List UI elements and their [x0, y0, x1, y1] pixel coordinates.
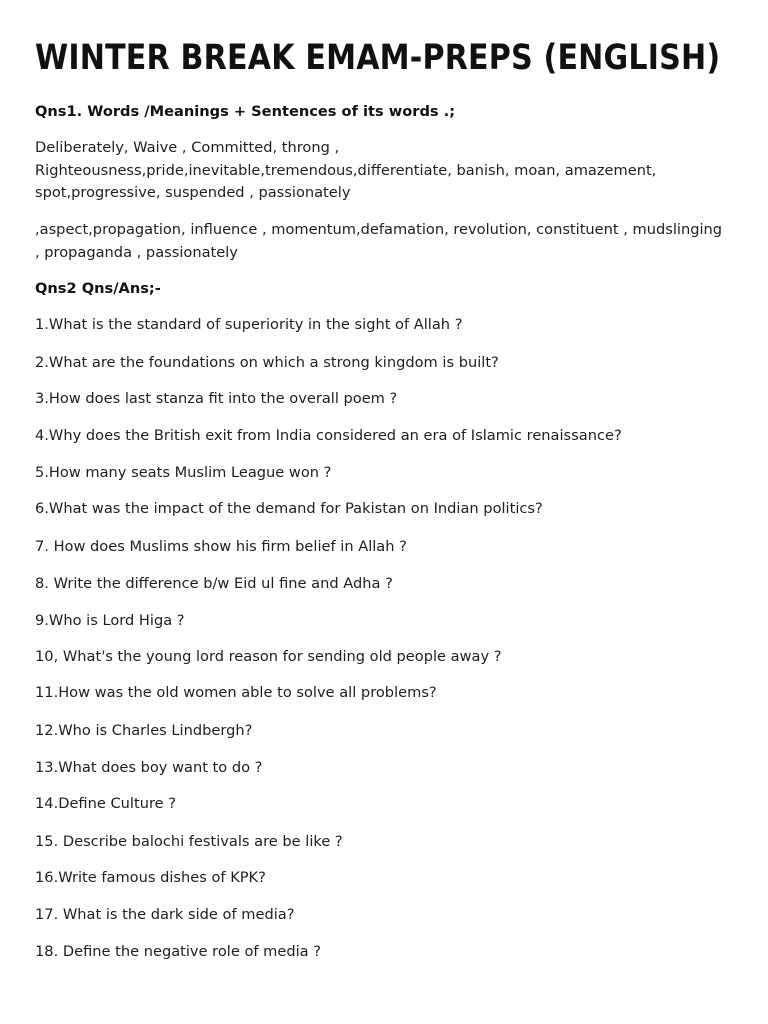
- question-item: 13.What does boy want to do ?: [35, 759, 263, 776]
- question-item: 4.Why does the British exit from India considered an era of Islamic renaissance?: [35, 427, 622, 444]
- question-item: 11.How was the old women able to solve all problems?: [35, 684, 437, 701]
- question-item: 10, What's the young lord reason for sending old people away ?: [35, 648, 502, 665]
- question-item: 5.How many seats Muslim League won ?: [35, 464, 332, 481]
- question-item: 1.What is the standard of superiority in the sight of Allah ?: [35, 316, 463, 333]
- question-item: 3.How does last stanza fit into the overall poem ?: [35, 390, 398, 407]
- question-item: 7. How does Muslims show his firm belief in Allah ?: [35, 538, 407, 555]
- question-item: 14.Define Culture ?: [35, 795, 176, 812]
- question-item: 6.What was the impact of the demand for Pakistan on Indian politics?: [35, 500, 543, 517]
- page-title: WINTER BREAK EMAM-PREPS (ENGLISH): [35, 38, 721, 78]
- question-item: 17. What is the dark side of media?: [35, 906, 295, 923]
- section2-heading: Qns2 Qns/Ans;-: [35, 280, 161, 297]
- question-item: 15. Describe balochi festivals are be like ?: [35, 833, 343, 850]
- words-line: , propaganda , passionately: [35, 244, 238, 261]
- words-line: spot,progressive, suspended , passionately: [35, 184, 351, 201]
- section1-heading: Qns1. Words /Meanings + Sentences of its words .;: [35, 103, 456, 120]
- words-line: Righteousness,pride,inevitable,tremendous,differentiate, banish, moan, amazement,: [35, 162, 657, 179]
- question-item: 2.What are the foundations on which a strong kingdom is built?: [35, 354, 499, 371]
- words-line: Deliberately, Waive , Committed, throng ,: [35, 139, 340, 156]
- question-item: 18. Define the negative role of media ?: [35, 943, 322, 960]
- question-item: 12.Who is Charles Lindbergh?: [35, 722, 253, 739]
- question-item: 8. Write the difference b/w Eid ul fine and Adha ?: [35, 575, 393, 592]
- question-item: 16.Write famous dishes of KPK?: [35, 869, 266, 886]
- question-item: 9.Who is Lord Higa ?: [35, 612, 185, 629]
- words-line: ,aspect,propagation, influence , momentum,defamation, revolution, constituent , mudslinging: [35, 221, 723, 238]
